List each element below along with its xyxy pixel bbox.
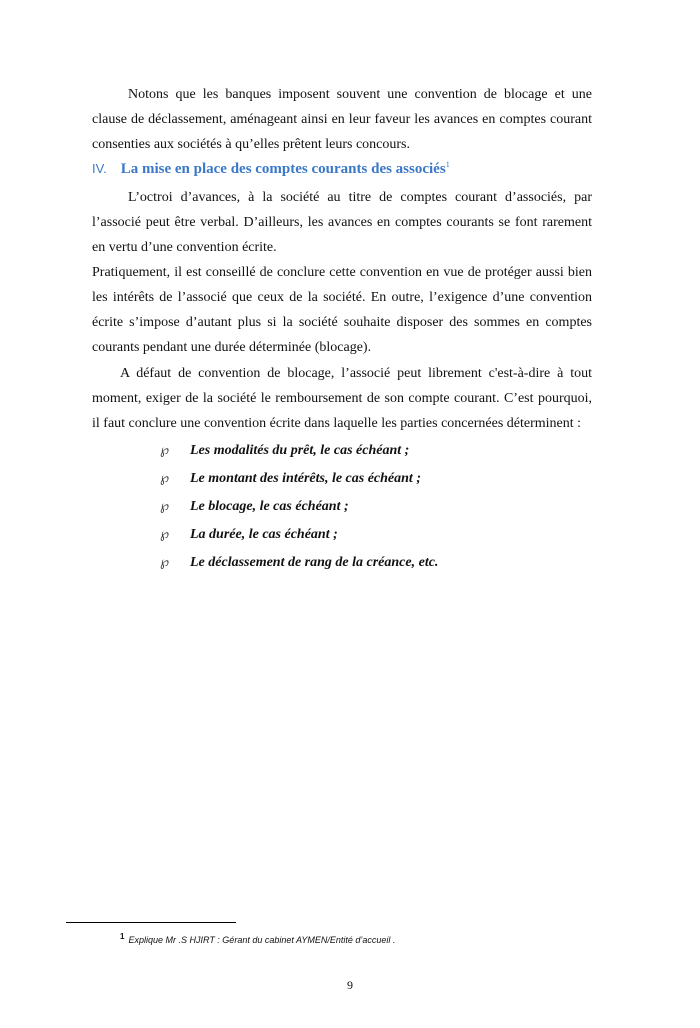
section-title: La mise en place des comptes courants des associés	[120, 161, 446, 177]
text-line: A défaut de convention de blocage, l’associé peut librement c'est-à-dire à tout	[120, 366, 592, 381]
text-line: Notons que les banques imposent souvent une convention de blocage et une	[128, 87, 592, 102]
paragraph-pratiquement	[92, 260, 592, 360]
footnote-number: 1	[120, 932, 125, 941]
list-item	[160, 466, 438, 494]
text-line: en vertu d’une convention écrite.	[92, 240, 277, 255]
text-line: moment, exiger de la société le remboursement de son compte courant. C’est pourquoi,	[92, 391, 592, 406]
bullet-list	[160, 438, 438, 578]
list-item	[160, 550, 438, 578]
list-item-text: La durée, le cas échéant ;	[190, 527, 338, 542]
bullet-icon: ℘	[160, 555, 170, 570]
text-line: courants pendant une durée déterminée (blocage).	[92, 340, 372, 355]
paragraph-defaut	[92, 361, 592, 436]
text-line: L’octroi d’avances, à la société au titre de comptes courant d’associés, par	[128, 190, 592, 205]
list-item-text: Le montant des intérêts, le cas échéant ;	[190, 471, 421, 486]
section-heading	[92, 160, 450, 178]
footnote-reference[interactable]: 1	[445, 160, 450, 169]
text-line: il faut conclure une convention écrite dans laquelle les parties concernées déterminent :	[92, 416, 582, 431]
page-number: 9	[347, 978, 353, 992]
bullet-icon: ℘	[160, 499, 170, 514]
footnote-separator	[66, 922, 236, 923]
list-item-text: Le blocage, le cas échéant ;	[190, 499, 349, 514]
list-item	[160, 438, 438, 466]
text-line: Pratiquement, il est conseillé de conclure cette convention en vue de protéger aussi bien	[92, 265, 592, 280]
list-item-text: Le déclassement de rang de la créance, etc.	[190, 555, 439, 570]
text-line: les intérêts de l’associé que ceux de la société. En outre, l’exigence d’une convention	[92, 290, 592, 305]
text-line: clause de déclassement, aménageant ainsi en leur faveur les avances en comptes courant	[92, 112, 592, 127]
paragraph-banks	[92, 82, 592, 157]
footnote	[120, 932, 395, 945]
list-item	[160, 494, 438, 522]
bullet-icon: ℘	[160, 471, 170, 486]
paragraph-octroi	[92, 185, 592, 260]
text-line: consenties aux sociétés à qu’elles prêtent leurs concours.	[92, 137, 411, 152]
bullet-icon: ℘	[160, 443, 170, 458]
text-line: l’associé peut être verbal. D’ailleurs, les avances en comptes courants se font rarement	[92, 215, 592, 230]
footnote-text: Explique Mr .S HJIRT : Gérant du cabinet AYMEN/Entité d’accueil .	[128, 935, 396, 945]
list-item	[160, 522, 438, 550]
text-line: écrite s’impose d’autant plus si la société souhaite disposer des sommes en comptes	[92, 315, 592, 330]
bullet-icon: ℘	[160, 527, 170, 542]
list-item-text: Les modalités du prêt, le cas échéant ;	[190, 443, 410, 458]
section-number: IV.	[92, 161, 107, 176]
